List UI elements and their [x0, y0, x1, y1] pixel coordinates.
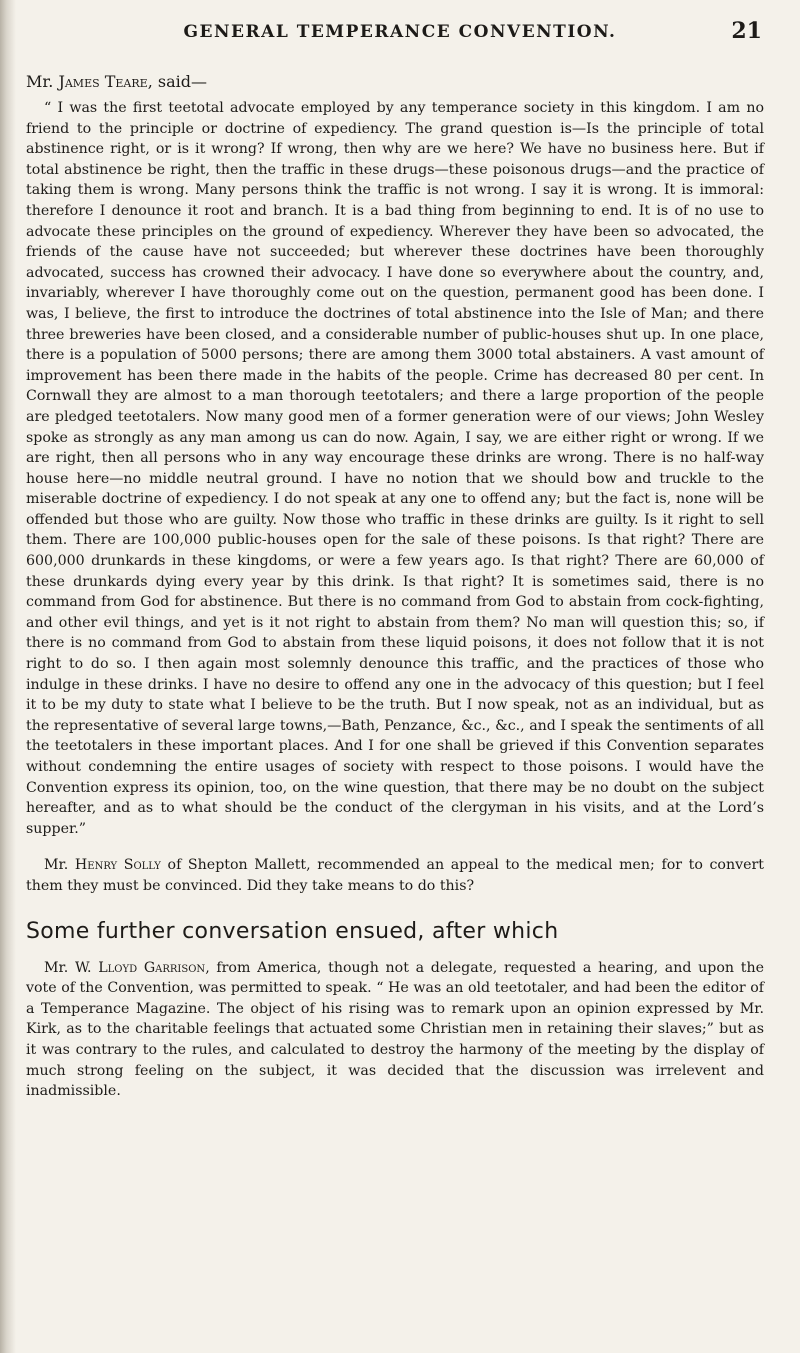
running-head: GENERAL TEMPERANCE CONVENTION.	[183, 22, 617, 42]
solly-title: Mr.	[44, 857, 69, 874]
solly-text: of Shepton Mallett, recommended an appeal to the medical men; for to convert them they must be convinced. Did they take means to do this?	[26, 857, 765, 894]
garrison-paragraph	[26, 958, 764, 1102]
solly-name: Henry Solly	[74, 857, 161, 874]
page-number: 21	[731, 18, 762, 44]
page-body	[26, 70, 764, 1102]
garrison-text: , from America, though not a delegate, requested a hearing, and upon the vote of the Convention, was permitted to speak. “ He was an old teetotaler, and had been the editor of a Temperance Magazine. The object of his rising was to remark upon an opinion expressed by Mr. Kirk, as to the charitable feelings that actuated some Christian men in retaining their slaves;” but as it was contrary to the rules, and calculated to destroy the harmony of the meeting by the display of much strong feeling on the subject, it was decided that the discussion was irrelevent and inadmissible.	[26, 959, 764, 1100]
speaker-name: James Teare	[58, 72, 148, 91]
speaker-said: , said—	[147, 72, 207, 91]
garrison-title: Mr. W.	[44, 959, 92, 976]
garrison-name: Lloyd Garrison	[98, 959, 206, 976]
speaker-title: Mr.	[26, 72, 54, 91]
teare-speech-paragraph: “ I was the first teetotal advocate employed by any temperance society in this kingdom. I am no friend to the principle or doctrine of expediency. The grand question is—Is the principle of total abstinence right, or is it wrong? If wrong, then why are we here? We have no business here. But if total abstinence be right, then the traffic in these drugs—these poisonous drugs—and the practice of taking them is wrong. Many persons think the traffic is not wrong. I say it is wrong. It is immoral: therefore I denounce it root and branch. It is a bad thing from beginning to end. It is of no use to advocate these principles on the ground of expediency. Wherever they have been so advocated, the friends of the cause have not succeeded; but wherever these doctrines have been thoroughly advocated, success has crowned their advocacy. I have done so everywhere about the country, and, invariably, wherever I have thoroughly come out on the question, permanent good has been done. I was, I believe, the first to introduce the doctrines of total abstinence into the Isle of Man; and there three breweries have been closed, and a considerable number of public-houses shut up. In one place, there is a population of 5000 persons; there are among them 3000 total abstainers. A vast amount of improvement has been there made in the habits of the people. Crime has decreased 80 per cent. In Cornwall they are almost to a man thorough teetotalers; and there a large proportion of the people are pledged teetotalers. Now many good men of a former generation were of our views; John Wesley spoke as strongly as any man among us can do now. Again, I say, we are either right or wrong. If we are right, then all persons who in any way encourage these drinks are wrong. There is no half-way house here—no middle neutral ground. I have no notion that we should bow and truckle to the miserable doctrine of expediency. I do not speak at any one to offend any; but the fact is, none will be offended but those who are guilty. Now those who traffic in these drinks are guilty. Is it right to sell them. There are 100,000 public-houses open for the sale of these poisons. Is that right? There are 600,000 drunkards in these kingdoms, or were a few years ago. Is that right? There are 60,000 of these drunkards dying every year by this drink. Is that right? It is sometimes said, there is no command from God for abstinence. But there is no command from God to abstain from cock-fighting, and other evil things, and yet is it not right to abstain from them? No man will question this; so, if there is no command from God to abstain from these liquid poisons, it does not follow that it is not right to do so. I then again most solemnly denounce this traffic, and the practices of those who indulge in these drinks. I have no desire to offend any one in the advocacy of this question; but I feel it to be my duty to state what I believe to be the truth. But I now speak, not as an individual, but as the representative of several large towns,—Bath, Penzance, &c., &c., and I speak the sentiments of all the teetotalers in these important places. And I for one shall be grieved if this Convention separates without condemning the entire usages of society with respect to those poisons. I would have the Convention express its opinion, too, on the wine question, that there may be no doubt on the subject hereafter, and as to what should be the conduct of the clergyman in his visits, and at the Lord’s supper.”	[26, 100, 764, 837]
section-heading: Some further conversation ensued, after which	[26, 918, 559, 944]
speaker-intro	[26, 70, 764, 94]
page-gutter-shadow	[0, 0, 16, 1353]
solly-paragraph	[26, 855, 764, 896]
page-header	[0, 18, 800, 48]
